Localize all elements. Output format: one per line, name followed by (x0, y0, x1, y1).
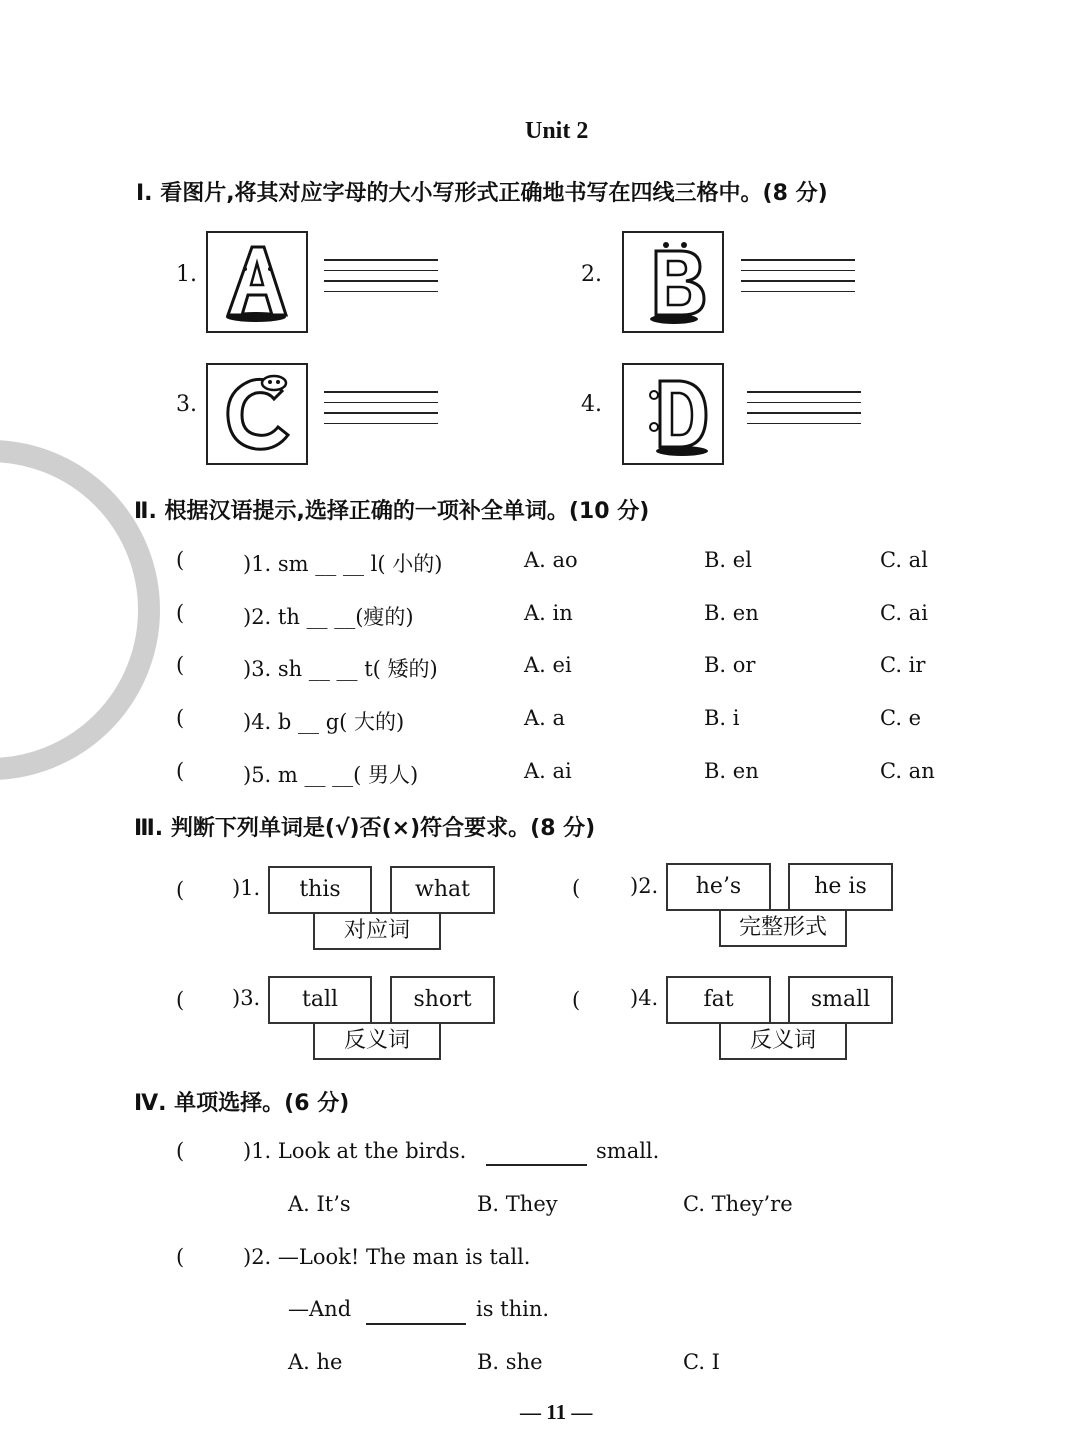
rule-box: 反义词 (313, 1022, 441, 1060)
answer-paren[interactable]: ( (572, 876, 581, 900)
section1-heading: Ⅰ. 看图片,将其对应字母的大小写形式正确地书写在四线三格中。(8 分) (136, 181, 828, 206)
word-box: short (390, 976, 495, 1024)
answer-paren[interactable]: ( (176, 653, 185, 677)
option-a: A. he (288, 1350, 343, 1374)
answer-paren[interactable]: ( (176, 548, 185, 572)
option-b: B. or (704, 653, 756, 677)
word-box: small (788, 976, 893, 1024)
page-number: — 11 — (520, 1400, 593, 1424)
four-line-grid-2[interactable] (741, 259, 855, 301)
question-stem: )3. sh __ __ t( 矮的) (243, 657, 438, 681)
word-box: fat (666, 976, 771, 1024)
watermark-seal (0, 440, 160, 780)
section3-heading: Ⅲ. 判断下列单词是(√)否(×)符合要求。(8 分) (134, 816, 596, 841)
option-b: B. i (704, 706, 740, 730)
item1-number: 1. (176, 262, 197, 287)
answer-paren[interactable]: ( (176, 1245, 185, 1269)
option-c: C. I (683, 1350, 720, 1374)
section4-heading: Ⅳ. 单项选择。(6 分) (134, 1091, 350, 1116)
answer-blank[interactable] (486, 1164, 587, 1166)
option-b: B. el (704, 548, 752, 572)
reply-end: is thin. (476, 1297, 550, 1321)
option-a: A. ao (524, 548, 578, 572)
letter-c-picture (206, 363, 308, 465)
option-c: C. al (880, 548, 928, 572)
question-stem: )2. th __ __(瘦的) (243, 605, 414, 629)
answer-paren[interactable]: ( (176, 1139, 185, 1163)
option-b: B. en (704, 601, 759, 625)
option-a: A. in (524, 601, 573, 625)
answer-paren[interactable]: ( (176, 988, 185, 1012)
four-line-grid-1[interactable] (324, 259, 438, 301)
answer-paren[interactable]: ( (176, 706, 185, 730)
answer-paren[interactable]: ( (176, 601, 185, 625)
option-b: B. she (477, 1350, 543, 1374)
four-line-grid-4[interactable] (747, 391, 861, 433)
option-c: C. They’re (683, 1192, 793, 1216)
rule-box: 反义词 (719, 1022, 847, 1060)
four-line-grid-3[interactable] (324, 391, 438, 433)
option-c: C. an (880, 759, 935, 783)
letter-a-picture (206, 231, 308, 333)
item3-number: 3. (176, 392, 197, 417)
item-number: )2. (630, 874, 659, 898)
letter-b-picture (622, 231, 724, 333)
answer-paren[interactable]: ( (572, 988, 581, 1012)
page-title: Unit 2 (525, 118, 589, 144)
option-a: A. a (524, 706, 566, 730)
answer-paren[interactable]: ( (176, 878, 185, 902)
option-c: C. ir (880, 653, 926, 677)
option-a: A. It’s (288, 1192, 351, 1216)
question-stem: )1. Look at the birds. (243, 1139, 467, 1163)
item4-number: 4. (581, 392, 602, 417)
question-stem-end: small. (596, 1139, 660, 1163)
word-box: he’s (666, 863, 771, 911)
word-box: he is (788, 863, 893, 911)
item-number: )3. (232, 986, 261, 1010)
letter-d-picture (622, 363, 724, 465)
question-stem: )1. sm __ __ l( 小的) (243, 552, 443, 576)
question-stem: )5. m __ __( 男人) (243, 763, 419, 787)
question-stem: )2. —Look! The man is tall. (243, 1245, 531, 1269)
option-c: C. e (880, 706, 922, 730)
option-a: A. ai (524, 759, 572, 783)
question-stem: )4. b __ g( 大的) (243, 710, 405, 734)
rule-box: 完整形式 (719, 909, 847, 947)
option-c: C. ai (880, 601, 928, 625)
rule-box: 对应词 (313, 912, 441, 950)
answer-paren[interactable]: ( (176, 759, 185, 783)
option-b: B. They (477, 1192, 558, 1216)
option-b: B. en (704, 759, 759, 783)
word-box: what (390, 866, 495, 914)
word-box: tall (268, 976, 372, 1024)
item-number: )4. (630, 986, 659, 1010)
word-box: this (268, 866, 372, 914)
reply-start: —And (288, 1297, 352, 1321)
option-a: A. ei (524, 653, 572, 677)
answer-blank[interactable] (366, 1323, 466, 1325)
section2-heading: Ⅱ. 根据汉语提示,选择正确的一项补全单词。(10 分) (134, 499, 650, 524)
item-number: )1. (232, 876, 261, 900)
item2-number: 2. (581, 262, 602, 287)
